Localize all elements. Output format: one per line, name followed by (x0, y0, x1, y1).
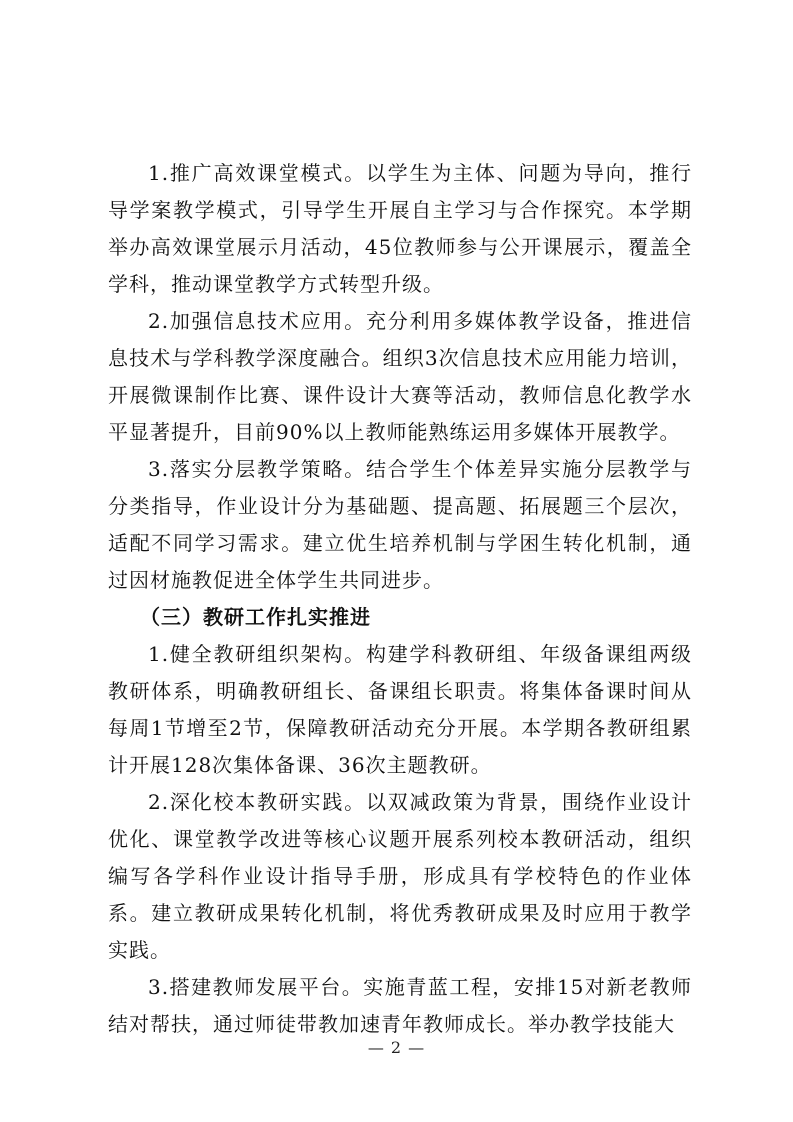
document-body (108, 155, 692, 1043)
paragraph-efficient-classroom: 1.推广高效课堂模式。以学生为主体、问题为导向，推行导学案教学模式，引导学生开展自主学习与合作探究。本学期举办高效课堂展示月活动，45位教师参与公开课展示，覆盖全学科，推动课堂教学方式转型升级。 (108, 161, 692, 296)
paragraph-teacher-development: 3.搭建教师发展平台。实施青蓝工程，安排15对新老教师结对帮扶，通过师徒带教加速青年教师成长。举办教学技能大 (108, 975, 692, 1036)
paragraph-information-technology: 2.加强信息技术应用。充分利用多媒体教学设备，推进信息技术与学科教学深度融合。组织3次信息技术应用能力培训，开展微课制作比赛、课件设计大赛等活动，教师信息化教学水平显著提升，目前90%以上教师能熟练运用多媒体开展教学。 (108, 309, 692, 444)
page-number: — 2 — (367, 1038, 426, 1057)
paragraph-research-structure: 1.健全教研组织架构。构建学科教研组、年级备课组两级教研体系，明确教研组长、备课组长职责。将集体备课时间从每周1节增至2节，保障教研活动充分开展。本学期各教研组累计开展128次集体备课、36次主题教研。 (108, 642, 692, 777)
paragraph-school-research: 2.深化校本教研实践。以双减政策为背景，围绕作业设计优化、课堂教学改进等核心议题开展系列校本教研活动，组织编写各学科作业设计指导手册，形成具有学校特色的作业体系。建立教研成果转化机制，将优秀教研成果及时应用于教学实践。 (108, 790, 692, 962)
paragraph-tiered-teaching: 3.落实分层教学策略。结合学生个体差异实施分层教学与分类指导，作业设计分为基础题、提高题、拓展题三个层次，适配不同学习需求。建立优生培养机制与学困生转化机制，通过因材施教促进全体学生共同进步。 (108, 457, 692, 592)
section-heading: （三）教研工作扎实推进 (140, 605, 371, 629)
